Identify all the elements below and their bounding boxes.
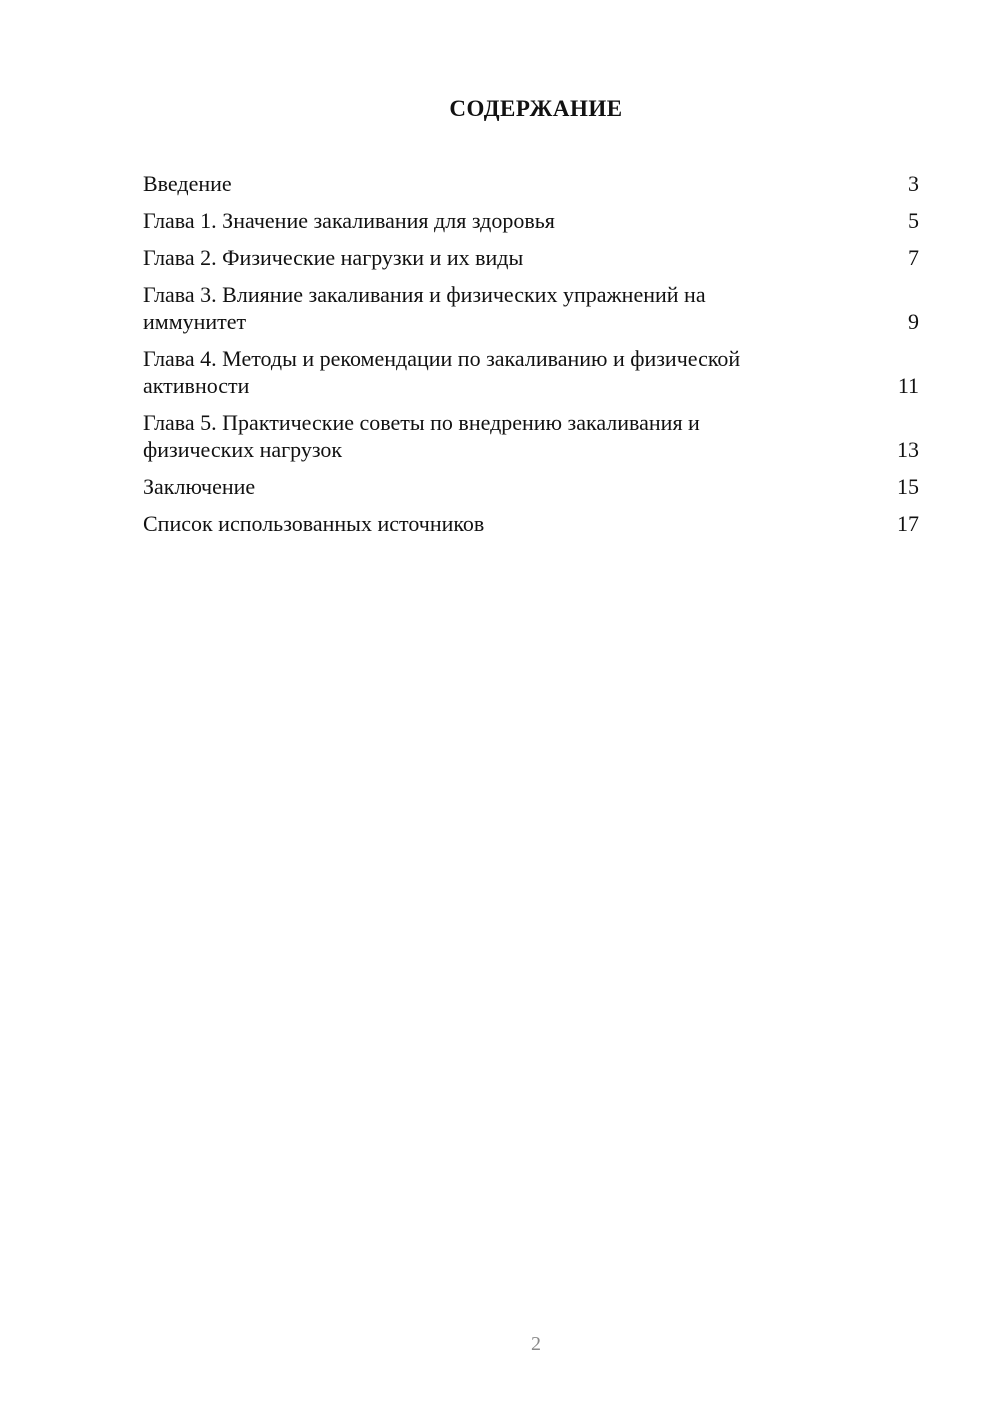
page-number: 2 xyxy=(531,1333,541,1355)
toc-entry-title: Введение xyxy=(143,171,232,196)
toc-entry-page: 17 xyxy=(897,511,919,536)
toc-entry-title: Список использованных источников xyxy=(143,511,485,536)
table-of-contents xyxy=(143,170,919,547)
toc-entry-title: Глава 1. Значение закаливания для здоровья xyxy=(143,208,555,233)
toc-entry-title: Глава 3. Влияние закаливания и физических упражнений на иммунитет xyxy=(143,282,706,334)
toc-entry-page: 9 xyxy=(908,309,919,334)
toc-entry-chapter-4 xyxy=(143,345,919,399)
toc-entry-title: Глава 2. Физические нагрузки и их виды xyxy=(143,245,524,270)
toc-entry-page: 7 xyxy=(908,245,919,270)
toc-entry-title: Глава 5. Практические советы по внедрению закаливания и физических нагрузок xyxy=(143,410,700,462)
toc-entry-references xyxy=(143,510,919,537)
toc-entry-page: 5 xyxy=(908,208,919,233)
toc-entry-chapter-1 xyxy=(143,207,919,234)
toc-heading: СОДЕРЖАНИЕ xyxy=(449,96,623,121)
toc-entry-page: 3 xyxy=(908,171,919,196)
toc-entry-introduction xyxy=(143,170,919,197)
toc-entry-chapter-3 xyxy=(143,281,919,335)
toc-entry-chapter-5 xyxy=(143,409,919,463)
toc-entry-page: 13 xyxy=(897,437,919,462)
toc-entry-title: Глава 4. Методы и рекомендации по закаливанию и физической активности xyxy=(143,346,741,398)
toc-entry-page: 11 xyxy=(897,373,919,398)
toc-entry-page: 15 xyxy=(897,474,919,499)
toc-entry-conclusion xyxy=(143,473,919,500)
toc-entry-chapter-2 xyxy=(143,244,919,271)
toc-entry-title: Заключение xyxy=(143,474,256,499)
